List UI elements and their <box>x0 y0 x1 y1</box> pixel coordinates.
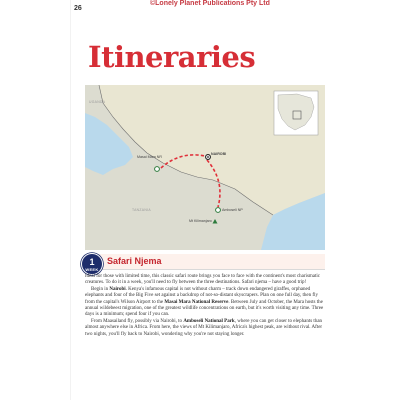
duration-unit: WEEK <box>85 267 99 272</box>
itinerary-map <box>85 85 325 250</box>
map-graphic <box>85 85 325 250</box>
nairobi-marker-dot <box>207 156 209 158</box>
copyright-notice: ©Lonely Planet Publications Pty Ltd <box>150 0 270 7</box>
country-label-tanzania: TANZANIA <box>132 208 151 212</box>
route-header-rule <box>96 269 325 270</box>
itinerary-description <box>85 274 328 338</box>
page-gutter-rule <box>70 0 71 400</box>
place-label-kilimanjaro: Mt Kilimanjaro <box>189 219 212 223</box>
paragraph-nairobi-mara <box>85 287 328 319</box>
route-name: Safari Njema <box>107 256 162 266</box>
text-span: Begin in <box>91 286 109 292</box>
place-nairobi: Nairobi <box>109 286 126 292</box>
duration-badge <box>81 253 103 275</box>
text-span: . Kenya's infamous capital is not without charm – track down endangered giraffes, orphaned elephants and four of the Big Five set against a backdrop of not-so-distant skyscrapers. Plan on one full day, then fly from the capital's Wilson Airport to the <box>85 286 318 305</box>
duration-number: 1 <box>89 257 95 267</box>
text-span: . Between July and October, the Mara hosts the annual wildebeest migration, one of the greatest wildlife concentrations on earth, but it's worth visiting any time. Three days is a minimum; spend four if you can. <box>85 299 324 318</box>
place-label-nairobi: NAIROBI <box>211 152 227 156</box>
amboseli-marker-icon <box>216 208 221 213</box>
place-label-amboseli: Amboseli NP <box>222 208 243 212</box>
place-label-masai-mara: Masai Mara NR <box>137 155 162 159</box>
place-masai-mara: Masai Mara National Reserve <box>164 299 229 305</box>
masai-mara-marker-icon <box>155 167 160 172</box>
paragraph-intro: Ideal for those with limited time, this classic safari route brings you face to face with the continent's most charismatic creatures. To do it in a week, you'll need to fly between the three destinations. Safari njema – have a good trip! <box>85 274 320 286</box>
text-span: From Maasailand fly, possibly via Nairobi, to <box>91 318 183 324</box>
text-span: , where you can get closer to elephants than almost anywhere else in Africa. From here, the views of Mt Kilimanjaro, Africa's highest peak, are without rival. After two nights, you'll fly back to Nairobi, wondering why you're not staying longer. <box>85 318 323 337</box>
paragraph-amboseli <box>85 319 328 338</box>
place-amboseli: Amboseli National Park <box>183 318 235 324</box>
page-title: Itineraries <box>88 40 256 74</box>
page-number: 26 <box>74 5 82 12</box>
country-label-uganda: UGANDA <box>89 100 106 104</box>
